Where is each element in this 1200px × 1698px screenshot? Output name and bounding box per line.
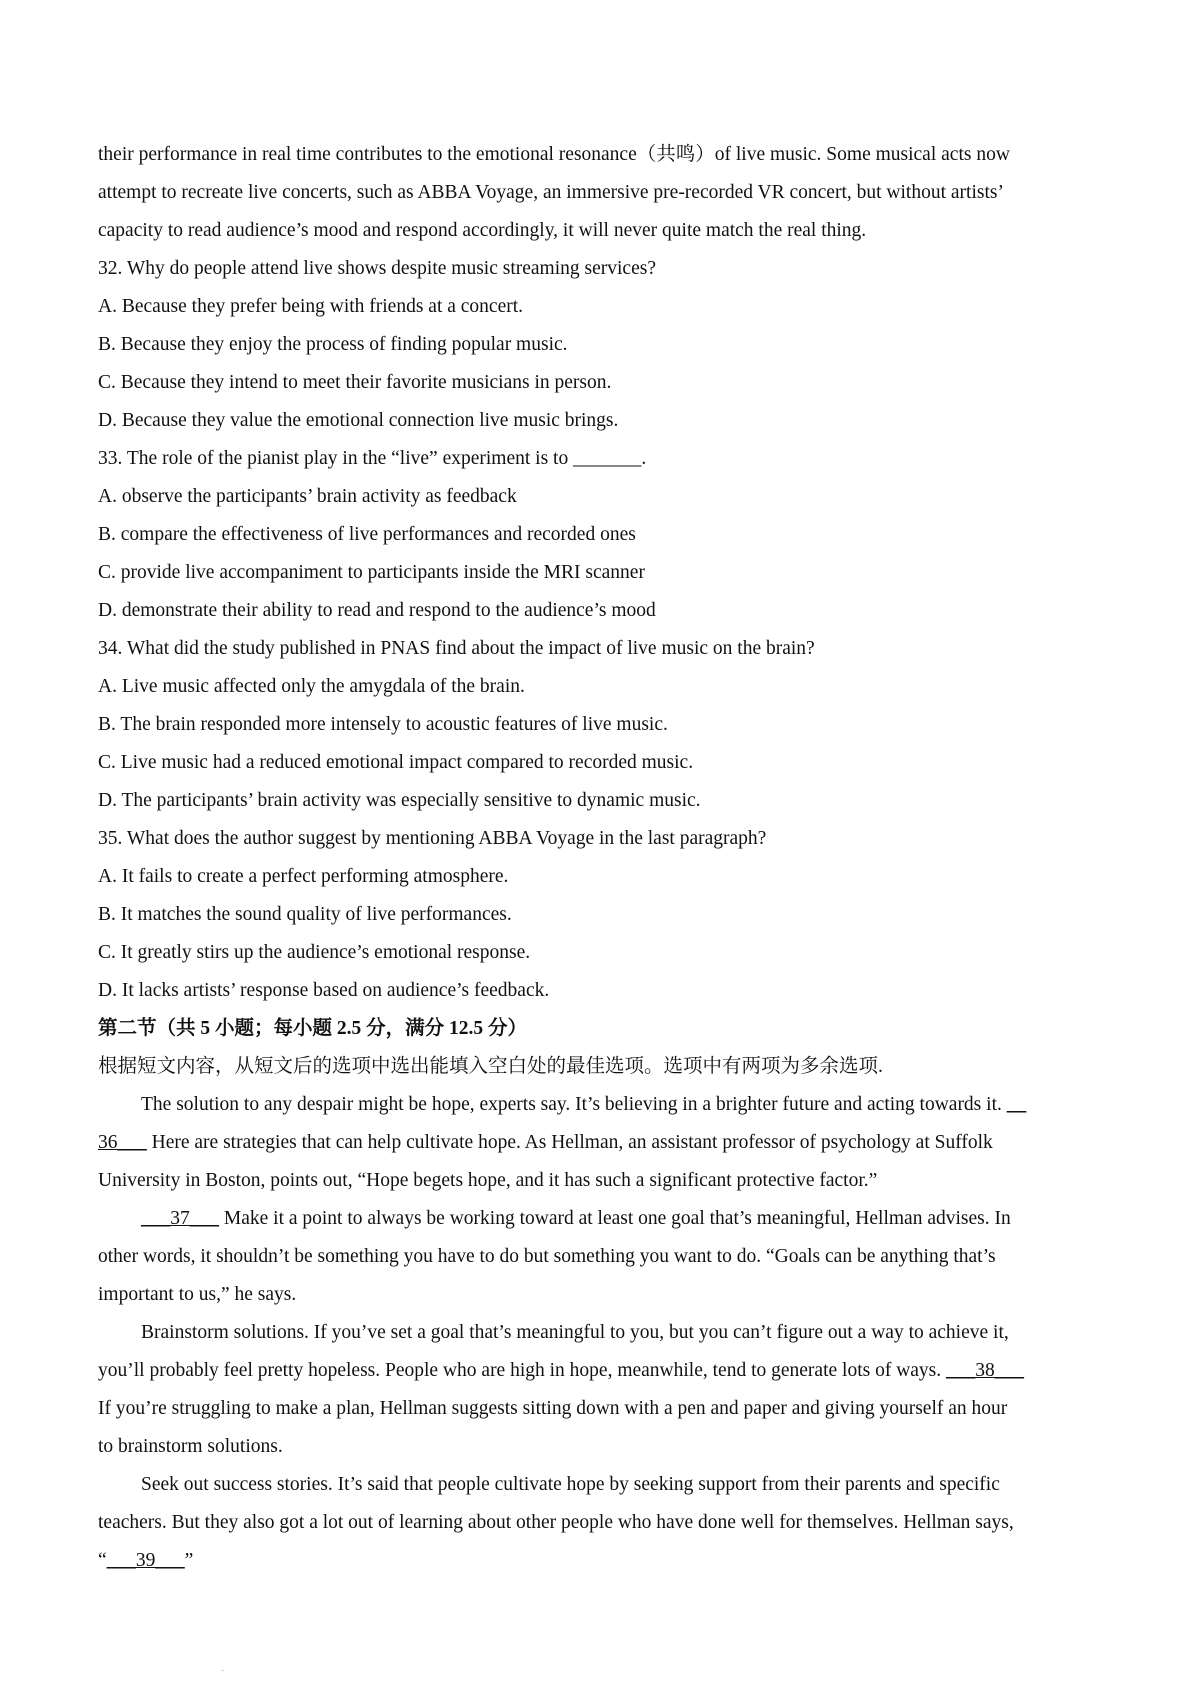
option-d: D. It lacks artists’ response based on audience’s feedback. (98, 980, 550, 1001)
blank-37: ___37___ (141, 1208, 219, 1229)
paragraph-2-line-1 (98, 1200, 1113, 1238)
paragraph-4-line-2: teachers. But they also got a lot out of learning about other people who have done well for themselves. Hellman says, (98, 1512, 1014, 1533)
question-stem: 33. The role of the pianist play in the “live” experiment is to _______. (98, 448, 647, 469)
option-a: A. It fails to create a perfect performing atmosphere. (98, 866, 509, 887)
question-34 (98, 630, 1113, 820)
paragraph-3-line-2 (98, 1352, 1113, 1390)
cloze-passage (98, 1086, 1113, 1580)
paragraph-1-line-1 (98, 1086, 1113, 1124)
section-heading: 第二节（共 5 小题；每小题 2.5 分，满分 12.5 分） (98, 1018, 528, 1039)
option-b: B. It matches the sound quality of live performances. (98, 904, 512, 925)
paragraph-3-line-4: to brainstorm solutions. (98, 1436, 283, 1457)
blank-39: ___39___ (106, 1550, 185, 1571)
option-b: B. compare the effectiveness of live performances and recorded ones (98, 524, 636, 545)
option-b: B. Because they enjoy the process of finding popular music. (98, 334, 568, 355)
paragraph-2-line-3: important to us,” he says. (98, 1284, 297, 1305)
option-a: A. observe the participants’ brain activity as feedback (98, 486, 517, 507)
question-35 (98, 820, 1113, 1010)
paragraph-1-line-2 (98, 1124, 1113, 1162)
open-quote: “ (98, 1550, 107, 1571)
passage-continuation (98, 136, 1113, 250)
section-2-header (98, 1010, 1113, 1086)
blank-38: ___38___ (946, 1360, 1025, 1381)
paragraph-1-line-3: University in Boston, points out, “Hope begets hope, and it has such a significant protective factor.” (98, 1170, 878, 1191)
option-c: C. provide live accompaniment to participants inside the MRI scanner (98, 562, 645, 583)
paragraph-3-line-1: Brainstorm solutions. If you’ve set a goal that’s meaningful to you, but you can’t figure out a way to achieve it, (141, 1322, 1009, 1343)
paragraph-4-line-1: Seek out success stories. It’s said that people cultivate hope by seeking support from their parents and specific (141, 1474, 1000, 1495)
question-33 (98, 440, 1113, 630)
blank-36: 36___ (98, 1132, 147, 1153)
paragraph-3-line-3: If you’re struggling to make a plan, Hellman suggests sitting down with a pen and paper and giving yourself an hour (98, 1398, 1008, 1419)
option-a: A. Because they prefer being with friends at a concert. (98, 296, 524, 317)
scan-mark (222, 1670, 224, 1671)
option-a: A. Live music affected only the amygdala of the brain. (98, 676, 525, 697)
passage-line: capacity to read audience’s mood and respond accordingly, it will never quite match the real thing. (98, 220, 867, 241)
option-d: D. demonstrate their ability to read and respond to the audience’s mood (98, 600, 656, 621)
option-c: C. Live music had a reduced emotional impact compared to recorded music. (98, 752, 694, 773)
passage-line: attempt to recreate live concerts, such as ABBA Voyage, an immersive pre-recorded VR concert, but without artists’ (98, 182, 1004, 203)
question-stem: 34. What did the study published in PNAS find about the impact of live music on the brain? (98, 638, 815, 659)
passage-text: Make it a point to always be working toward at least one goal that’s meaningful, Hellman advises. In (219, 1208, 1011, 1229)
question-stem: 32. Why do people attend live shows despite music streaming services? (98, 258, 656, 279)
passage-text: The solution to any despair might be hope, experts say. It’s believing in a brighter future and acting towards it. (141, 1094, 1007, 1115)
paragraph-4-line-3 (98, 1542, 1113, 1580)
option-b: B. The brain responded more intensely to acoustic features of live music. (98, 714, 668, 735)
passage-text: you’ll probably feel pretty hopeless. People who are high in hope, meanwhile, tend to generate lots of ways. (98, 1360, 947, 1381)
close-quote: ” (184, 1550, 194, 1571)
option-c: C. Because they intend to meet their favorite musicians in person. (98, 372, 612, 393)
option-c: C. It greatly stirs up the audience’s emotional response. (98, 942, 531, 963)
blank-36-start: __ (1006, 1094, 1027, 1115)
section-instruction: 根据短文内容，从短文后的选项中选出能填入空白处的最佳选项。选项中有两项为多余选项. (98, 1056, 883, 1077)
option-d: D. The participants’ brain activity was especially sensitive to dynamic music. (98, 790, 701, 811)
paragraph-2-line-2: other words, it shouldn’t be something you have to do but something you want to do. “Goals can be anything that’s (98, 1246, 996, 1267)
question-stem: 35. What does the author suggest by mentioning ABBA Voyage in the last paragraph? (98, 828, 767, 849)
option-d: D. Because they value the emotional connection live music brings. (98, 410, 619, 431)
passage-line: their performance in real time contributes to the emotional resonance（共鸣）of live music. Some musical acts now (98, 144, 1010, 165)
passage-text: Here are strategies that can help cultivate hope. As Hellman, an assistant professor of psychology at Suffolk (146, 1132, 993, 1153)
page-content (98, 136, 1113, 1580)
question-32 (98, 250, 1113, 440)
